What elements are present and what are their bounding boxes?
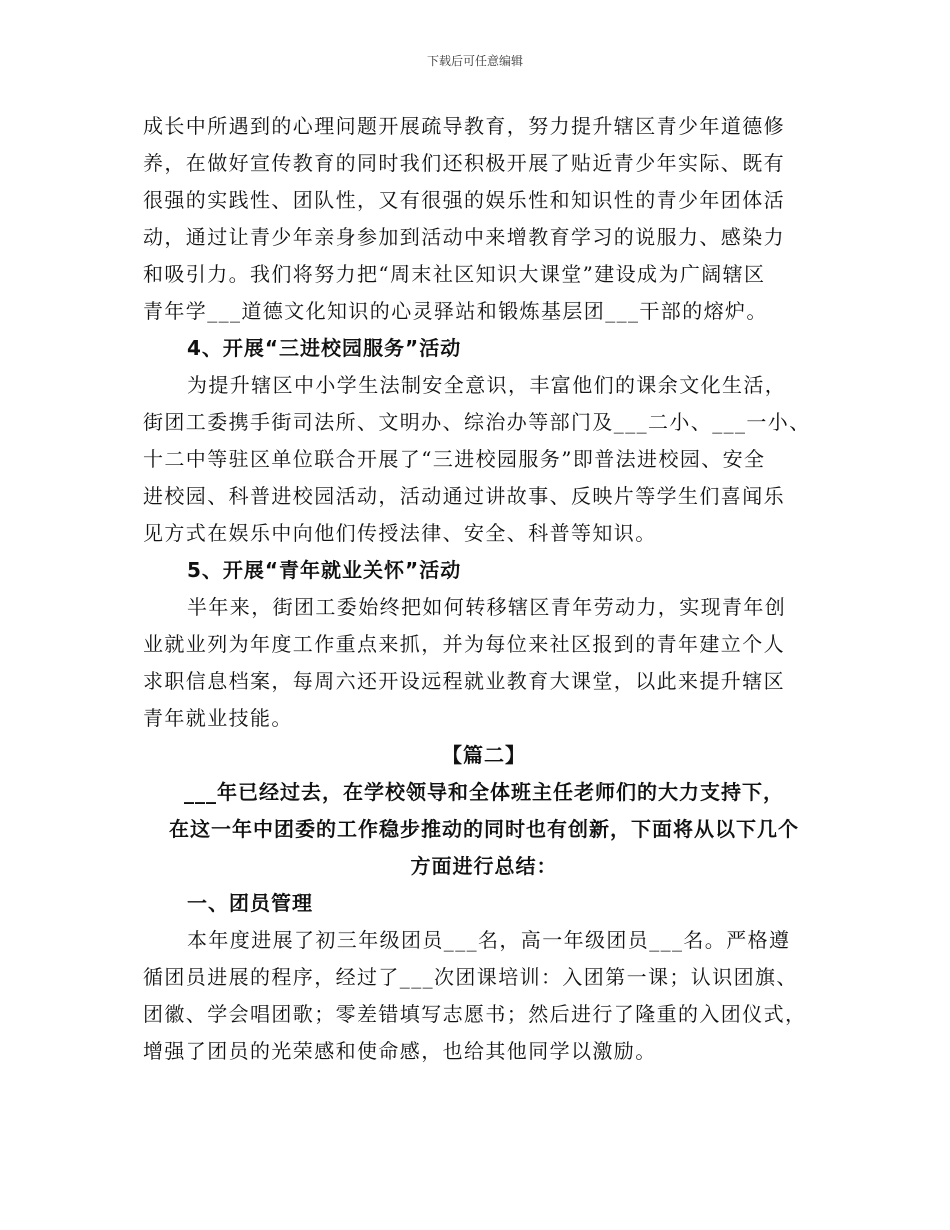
text-line: 5、开展“青年就业关怀”活动 (187, 558, 462, 582)
document-body (143, 108, 825, 1070)
text-line: 本年度进展了初三年级团员___名，高一年级团员___名。严格遵 (187, 928, 791, 952)
text-line: 为提升辖区中小学生法制安全意识，丰富他们的课余文化生活， (187, 373, 787, 397)
text-line: 养，在做好宣传教育的同时我们还积极开展了贴近青少年实际、既有 (143, 151, 785, 175)
text-line: 成长中所遇到的心理问题开展疏导教育，努力提升辖区青少年道德修 (143, 114, 785, 138)
text-line: 很强的实践性、团队性，又有很强的娱乐性和知识性的青少年团体活 (143, 188, 785, 212)
text-line: 见方式在娱乐中向他们传授法律、安全、科普等知识。 (143, 521, 657, 545)
text-line: 十二中等驻区单位联合开展了“三进校园服务”即普法进校园、安全 (143, 447, 766, 471)
text-line: 动，通过让青少年亲身参加到活动中来增教育学习的说服力、感染力 (143, 225, 785, 249)
text-line: 青年学___道德文化知识的心灵驿站和锻炼基层团___干部的熔炉。 (143, 299, 768, 323)
text-line: 青年就业技能。 (143, 706, 293, 730)
text-line: 求职信息档案，每周六还开设远程就业教育大课堂，以此来提升辖区 (143, 669, 785, 693)
text-line: 和吸引力。我们将努力把“周末社区知识大课堂”建设成为广阔辖区 (143, 262, 766, 286)
text-line: ___年已经过去，在学校领导和全体班主任老师们的大力支持下， (184, 780, 784, 804)
text-line: 【篇二】 (442, 743, 526, 767)
text-line: 循团员进展的程序，经过了___次团课培训：入团第一课；认识团旗、 (143, 965, 798, 989)
text-line: 方面进行总结： (410, 854, 558, 878)
header-note: 下载后可任意编辑 (426, 54, 523, 68)
text-line: 在这一年中团委的工作稳步推动的同时也有创新，下面将从以下几个 (169, 817, 799, 841)
text-line: 4、开展“三进校园服务”活动 (187, 336, 462, 360)
text-line: 团徽、学会唱团歌；零差错填写志愿书；然后进行了隆重的入团仪式， (143, 1002, 807, 1026)
text-line: 街团工委携手街司法所、文明办、综治办等部门及___二小、___一小、 (143, 410, 811, 434)
text-line: 一、团员管理 (187, 891, 313, 915)
text-line: 增强了团员的光荣感和使命感，也给其他同学以激励。 (143, 1039, 657, 1063)
text-line: 进校园、科普进校园活动，活动通过讲故事、反映片等学生们喜闻乐 (143, 484, 785, 508)
text-line: 半年来，街团工委始终把如何转移辖区青年劳动力，实现青年创 (187, 595, 787, 619)
text-line: 业就业列为年度工作重点来抓，并为每位来社区报到的青年建立个人 (143, 632, 785, 656)
